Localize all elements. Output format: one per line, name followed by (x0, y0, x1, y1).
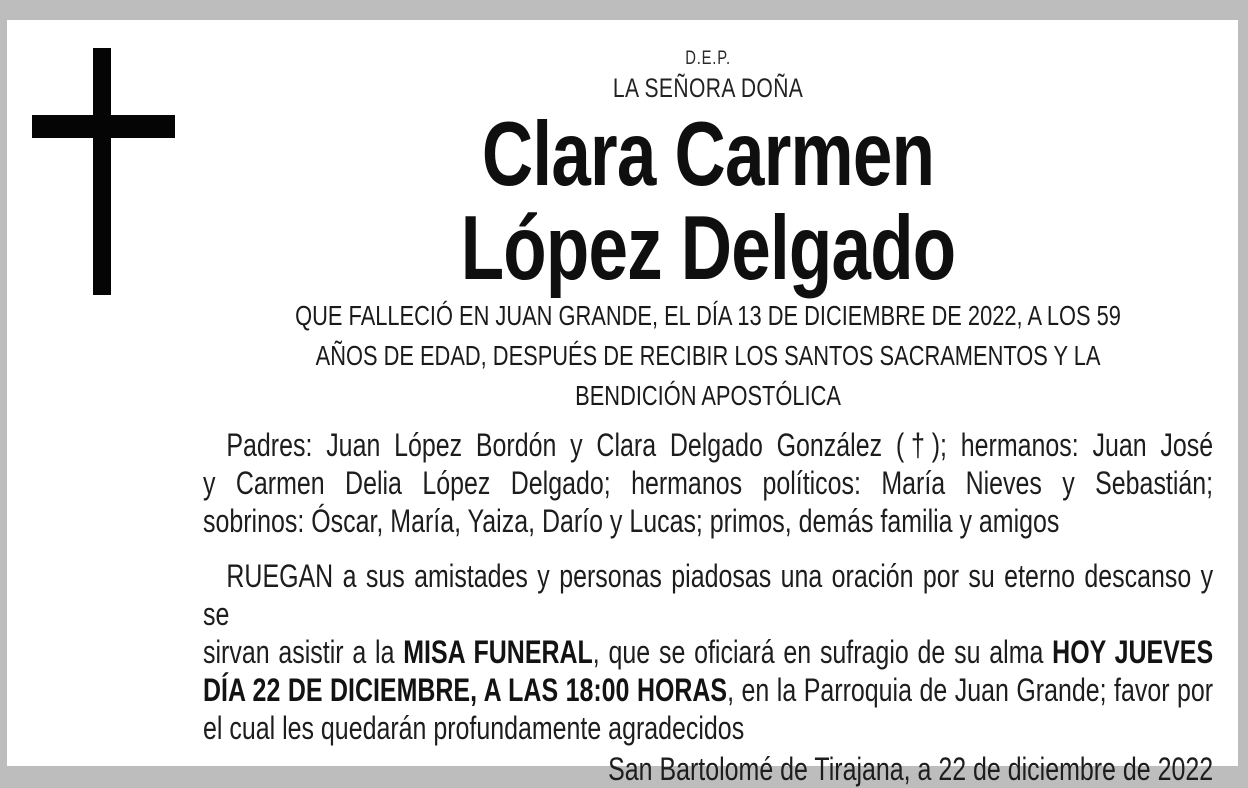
funeral-plea (203, 557, 1213, 747)
plea-line (203, 633, 1213, 671)
family-line: Padres: Juan López Bordón y Clara Delgado González (†); hermanos: Juan José (226, 427, 1214, 463)
condensed-text-wrapper (203, 48, 1213, 788)
funeral-datetime-emphasis: DÍA 22 DE DICIEMBRE, A LAS 18:00 HORAS (203, 672, 728, 708)
dep-abbreviation: D.E.P. (685, 48, 731, 69)
deceased-name-line-1: Clara Carmen (481, 104, 935, 205)
cross-vertical-bar (93, 48, 111, 295)
text-column (203, 44, 1213, 788)
family-list (203, 426, 1213, 540)
death-notice (203, 296, 1213, 416)
funeral-mass-emphasis: MISA FUNERAL (403, 634, 593, 670)
latin-cross-icon (32, 48, 175, 295)
plea-line: RUEGAN a sus amistades y personas piadosas una oración por su eterno descanso y se (203, 558, 1214, 632)
death-notice-line: BENDICIÓN APOSTÓLICA (575, 380, 841, 411)
plea-line (203, 671, 1213, 709)
deceased-name (203, 104, 1213, 299)
cross-horizontal-bar (32, 115, 175, 138)
family-line: sobrinos: Óscar, María, Yaiza, Darío y Lucas; primos, demás familia y amigos (203, 503, 1060, 539)
plea-text: sirvan asistir a la (203, 634, 404, 670)
plea-text: , en la Parroquia de Juan Grande; favor por (727, 672, 1214, 708)
honorific-title: LA SEÑORA DOÑA (612, 73, 804, 103)
death-notice-line: AÑOS DE EDAD, DESPUÉS DE RECIBIR LOS SANTOS SACRAMENTOS Y LA (315, 340, 1101, 371)
funeral-day-emphasis: HOY JUEVES (1052, 634, 1214, 670)
dateline: San Bartolomé de Tirajana, a 22 de diciembre de 2022 (608, 751, 1214, 787)
deceased-name-line-2: López Delgado (460, 198, 956, 299)
plea-text: , que se oficiará en sufragio de su alma (592, 634, 1053, 670)
obituary-card (7, 20, 1238, 787)
family-line: y Carmen Delia López Delgado; hermanos políticos: María Nieves y Sebastián; (203, 465, 1214, 501)
plea-line: el cual les quedarán profundamente agradecidos (203, 710, 745, 746)
death-notice-line: QUE FALLECIÓ EN JUAN GRANDE, EL DÍA 13 DE DICIEMBRE DE 2022, A LOS 59 (295, 300, 1121, 331)
